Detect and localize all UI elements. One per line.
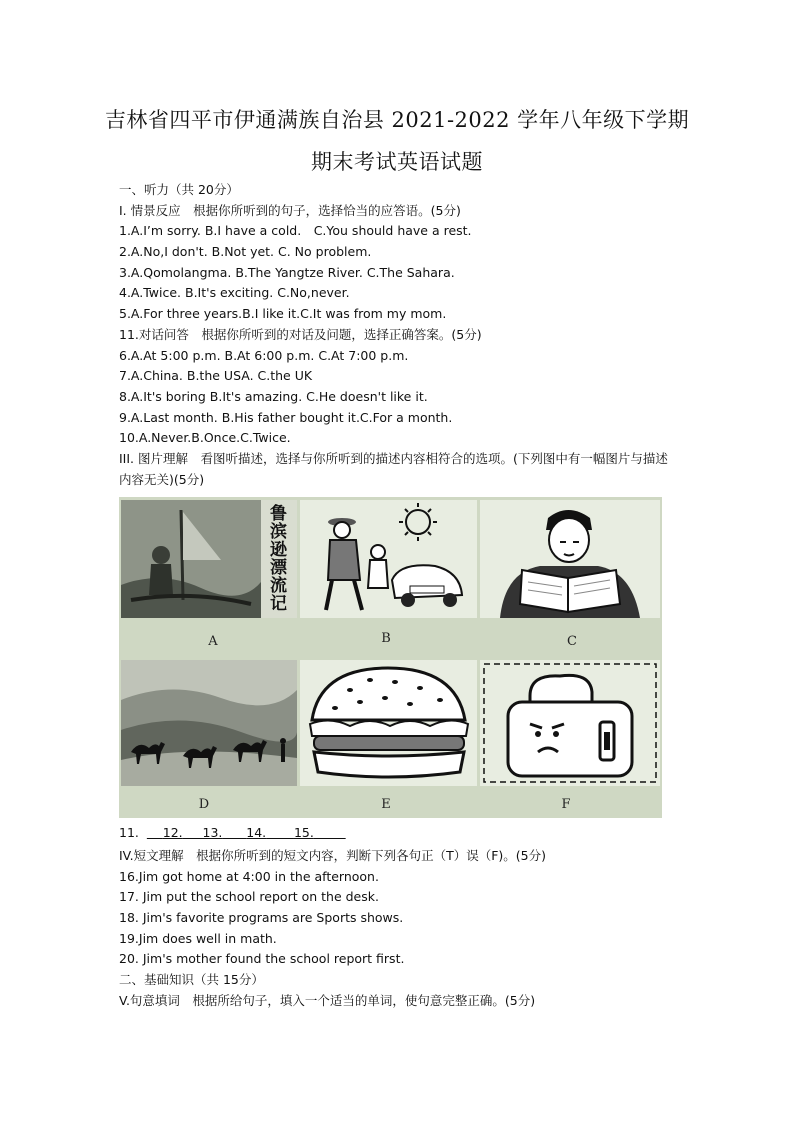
picture-label-c: C (567, 634, 577, 649)
answer-blanks-line (119, 825, 346, 840)
picture-label-d: D (198, 797, 210, 812)
question-item: 7.A.China. B.the USA. C.the UK (119, 368, 313, 384)
picture-label-b: B (381, 631, 391, 646)
question-item: 16.Jim got home at 4:00 in the afternoon. (119, 868, 379, 884)
blank-13: 13. (202, 825, 223, 840)
question-item: 5.A.For three years.B.I like it.C.It was from my mom. (119, 306, 447, 322)
part1-heading: I. 情景反应 根据你所听到的句子，选择恰当的应答语。(5分) (119, 202, 461, 218)
part4-heading: IV.短文理解 根据你所听到的短文内容，判断下列各句正（T）误（F)。(5分) (119, 848, 547, 863)
picture-grid (119, 497, 662, 818)
reading-and-basics (119, 846, 679, 1012)
question-item: 9.A.Last month. B.His father bought it.C.For a month. (119, 409, 453, 425)
exam-title-line1: 吉林省四平市伊通满族自治县 2021-2022 学年八年级下学期 (104, 108, 690, 132)
question-item: 17. Jim put the school report on the desk. (119, 889, 379, 905)
question-item: 8.A.It's boring B.It's amazing. C.He doesn't like it. (119, 388, 428, 404)
picture-label-f: F (561, 797, 571, 812)
listening-section (119, 180, 679, 490)
book-title-vertical (266, 505, 294, 613)
picture-d-desert-camels (121, 660, 297, 786)
picture-label-a: A (208, 634, 218, 649)
blank-14: 14. (246, 825, 267, 840)
question-item: 2.A.No,I don't. B.Not yet. C. No problem. (119, 244, 372, 260)
question-item: 10.A.Never.B.Once.C.Twice. (119, 430, 291, 446)
question-item: 19.Jim does well in math. (119, 930, 277, 946)
section-heading-listening: 一、听力（共 20分） (119, 182, 239, 197)
blank-11: 11. (119, 825, 139, 840)
picture-label-e: E (381, 797, 391, 812)
blank-12: 12. (162, 825, 183, 840)
part3-heading: III. 图片理解 看图听描述，选择与你所听到的描述内容相符合的选项。(下列图中有一幅图片与描述内容无关)(5分) (119, 450, 668, 487)
exam-title-line2: 期末考试英语试题 (311, 150, 483, 174)
picture-b-car-trip (300, 500, 477, 618)
part2-heading: 11.对话问答 根据你所听到的对话及问题，选择正确答案。(5分) (119, 326, 482, 342)
question-item: 6.A.At 5:00 p.m. B.At 6:00 p.m. C.At 7:00 p.m. (119, 347, 409, 363)
part5-heading: V.句意填词 根据所给句子，填入一个适当的单词，使句意完整正确。(5分) (119, 992, 536, 1008)
book-title-text: 鲁滨逊漂流记 (270, 504, 287, 614)
question-item: 20. Jim's mother found the school report first. (119, 951, 405, 967)
question-item: 4.A.Twice. B.It's exciting. C.No,never. (119, 285, 350, 301)
picture-c-reading (480, 500, 660, 618)
answer-underline[interactable] (147, 825, 346, 840)
question-item: 3.A.Qomolangma. B.The Yangtze River. C.The Sahara. (119, 264, 455, 280)
question-item: 1.A.I’m sorry. B.I have a cold. C.You should have a rest. (119, 223, 472, 239)
blank-15: 15. (293, 825, 314, 840)
question-item: 18. Jim's favorite programs are Sports shows. (119, 910, 404, 926)
picture-e-hamburger (300, 660, 477, 786)
section-heading-basics: 二、基础知识（共 15分） (119, 972, 264, 988)
picture-f-toaster (480, 660, 660, 786)
